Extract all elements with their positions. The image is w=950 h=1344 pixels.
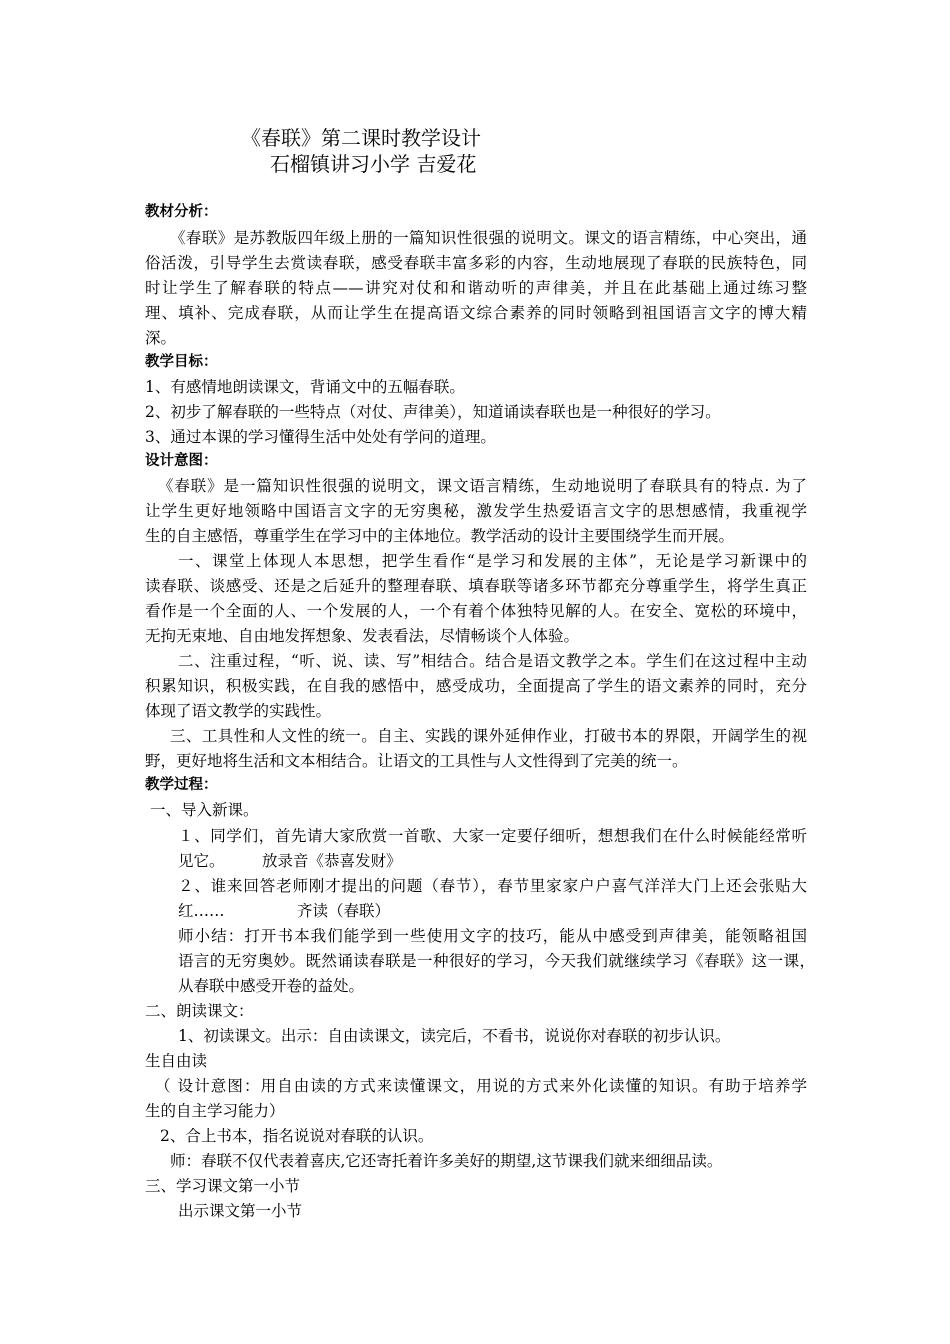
intent-line: 看作是一个全面的人、一个发展的人，一个有着个体独特见解的人。在安全、宽松的环境中，: [145, 602, 807, 620]
process-line: 见它。: [178, 852, 225, 870]
process-heading: 教学过程：: [145, 777, 218, 793]
process-line: 1、初读课文。出示：自由读课文，读完后，不看书，说说你对春联的初步认识。: [178, 1027, 731, 1045]
materials-line: 《春联》是苏教版四年级上册的一篇知识性很强的说明文。课文的语言精练，中心突出，通: [170, 229, 807, 247]
process-line: 红……: [178, 902, 225, 920]
intent-line: 让学生更好地领略中国语言文字的无穷奥秘，激发学生热爱语言文字的思想感情，我重视学: [145, 502, 807, 520]
process-line: 语言的无穷奥妙。既然诵读春联是一种很好的学习，今天我们就继续学习《春联》这一课，: [178, 952, 815, 970]
process-line: 生的自主学习能力）: [145, 1102, 285, 1120]
process-line: 一、导入新课。: [150, 801, 259, 819]
document-title: 《春联》第二课时教学设计: [241, 126, 481, 150]
process-line: 齐读（春联）: [297, 902, 391, 920]
intent-line: 三、工具性和人文性的统一。自主、实践的课外延伸作业，打破书本的界限，开阔学生的视: [170, 727, 807, 745]
process-line: 三、学习课文第一小节: [145, 1177, 301, 1195]
process-line: 2、合上书本，指名说说对春联的认识。: [160, 1127, 434, 1145]
intent-line: 体现了语文教学的实践性。: [145, 702, 332, 720]
document-author: 石榴镇讲习小学 吉爱花: [270, 152, 477, 176]
process-line: （ 设计意图：用自由读的方式来读懂课文，用说的方式来外化读懂的知识。有助于培养学: [155, 1077, 807, 1095]
goal-item: 3、通过本课的学习懂得生活中处处有学问的道理。: [145, 428, 496, 446]
intent-line: 一、课堂上体现人本思想，把学生看作“是学习和发展的主体”，无论是学习新课中的: [178, 552, 807, 570]
materials-line: 深。: [145, 329, 177, 347]
intent-line: 积累知识，积极实践，在自我的感悟中，感受成功，全面提高了学生的语文素养的同时，充分: [145, 677, 807, 695]
intent-line: 野，更好地将生活和文本相结合。让语文的工具性与人文性得到了完美的统一。: [145, 752, 688, 770]
intent-line: 生的自主感悟，尊重学生在学习中的主体地位。教学活动的设计主要围绕学生而开展。: [145, 527, 735, 545]
process-line: 二、朗读课文：: [145, 1002, 254, 1020]
intent-line: 无拘无束地、自由地发挥想象、发表看法，尽情畅谈个人体验。: [145, 627, 580, 645]
process-line: 出示课文第一小节: [178, 1202, 303, 1220]
process-line: 生自由读: [145, 1052, 208, 1070]
goals-heading: 教学目标：: [145, 354, 218, 370]
process-line: 从春联中感受开卷的益处。: [178, 977, 365, 995]
intent-heading: 设计意图：: [145, 453, 218, 469]
intent-line: 二、注重过程，“听、说、读、写”相结合。结合是语文教学之本。学生们在这过程中主动: [178, 652, 807, 670]
materials-line: 俗活泼，引导学生去赏读春联，感受春联丰富多彩的内容，生动地展现了春联的民族特色，同: [145, 254, 807, 272]
goal-item: 1、有感情地朗读课文，背诵文中的五幅春联。: [145, 378, 465, 396]
process-line: ２、谁来回答老师刚才提出的问题（春节），春节里家家户户喜气洋洋大门上还会张贴大: [178, 877, 807, 895]
materials-line: 理、填补、完成春联，从而让学生在提高语文综合素养的同时领略到祖国语言文字的博大精: [145, 304, 807, 322]
goal-item: 2、初步了解春联的一些特点（对仗、声律美），知道诵读春联也是一种很好的学习。: [145, 403, 721, 421]
process-line: 师：春联不仅代表着喜庆,它还寄托着许多美好的期望,这节课我们就来细细品读。: [170, 1152, 723, 1170]
materials-line: 时让学生了解春联的特点——讲究对仗和和谐动听的声律美，并且在此基础上通过练习整: [145, 279, 807, 297]
intent-line: 读春联、谈感受、还是之后延升的整理春联、填春联等诸多环节都充分尊重学生，将学生真正: [145, 577, 807, 595]
materials-heading: 教材分析：: [145, 204, 218, 220]
intent-line: 《春联》是一篇知识性很强的说明文，课文语言精练，生动地说明了春联具有的特点. 为了: [158, 477, 807, 495]
process-line: 放录音《恭喜发财》: [262, 852, 402, 870]
process-line: １、同学们，首先请大家欣赏一首歌、大家一定要仔细听，想想我们在什么时候能经常听: [178, 827, 807, 845]
process-line: 师小结：打开书本我们能学到一些使用文字的技巧，能从中感受到声律美，能领略祖国: [178, 927, 807, 945]
